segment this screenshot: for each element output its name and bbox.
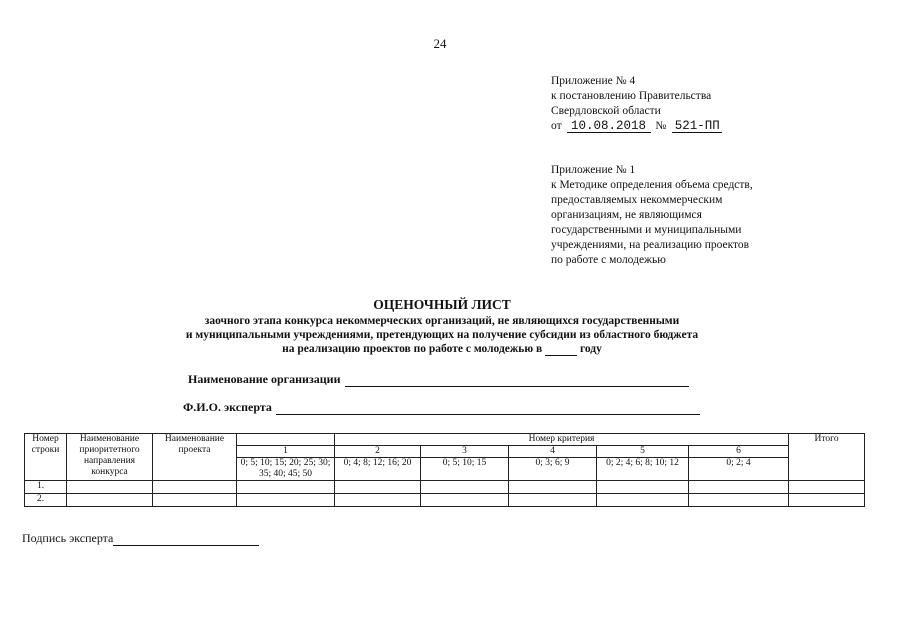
- resolution-number: 521-ПП: [672, 120, 722, 133]
- criterion-number: 3: [421, 446, 509, 458]
- criterion-number: 6: [689, 446, 789, 458]
- appendix-1-line: Приложение № 1: [551, 164, 636, 176]
- row-number-cell: 1.: [25, 481, 67, 494]
- criterion-scores: 0; 5; 10; 15: [421, 458, 509, 481]
- header-spacer: [237, 434, 335, 446]
- table-cell[interactable]: [509, 481, 597, 494]
- expert-field: [183, 400, 700, 415]
- expert-label: Ф.И.О. эксперта: [183, 400, 272, 414]
- appendix-4-block: [551, 74, 722, 134]
- appendix-4-line: к постановлению Правительства: [551, 90, 712, 102]
- signature-line[interactable]: [113, 534, 259, 546]
- table-cell[interactable]: [789, 481, 865, 494]
- appendix-4-line: Свердловской области: [551, 105, 661, 117]
- header-criterion-number: Номер критерия: [335, 434, 789, 446]
- table-cell[interactable]: [421, 481, 509, 494]
- criterion-scores: 0; 4; 8; 12; 16; 20: [335, 458, 421, 481]
- header-row-number: Номер строки: [25, 434, 67, 481]
- criterion-number: 1: [237, 446, 335, 458]
- table-cell[interactable]: [597, 481, 689, 494]
- table-cell[interactable]: [67, 481, 153, 494]
- table-cell[interactable]: [689, 494, 789, 507]
- table-row: [25, 494, 865, 507]
- subtitle-text: на реализацию проектов по работе с молодежью в: [282, 343, 543, 355]
- header-priority-direction: Наименование приоритетного направления конкурса: [67, 434, 153, 481]
- table-cell[interactable]: [335, 481, 421, 494]
- resolution-date: 10.08.2018: [567, 120, 651, 133]
- document-subtitle: [0, 314, 884, 356]
- appendix-1-line: по работе с молодежью: [551, 254, 666, 266]
- table-row: [25, 481, 865, 494]
- table-cell[interactable]: [789, 494, 865, 507]
- row-number-cell: 2.: [25, 494, 67, 507]
- table-cell[interactable]: [689, 481, 789, 494]
- appendix-1-line: учреждениями, на реализацию проектов: [551, 239, 750, 251]
- table-cell[interactable]: [597, 494, 689, 507]
- number-prefix: №: [655, 120, 667, 132]
- date-prefix: от: [551, 120, 562, 132]
- table-cell[interactable]: [237, 494, 335, 507]
- subtitle-line: [0, 342, 884, 356]
- criterion-scores: 0; 5; 10; 15; 20; 25; 30; 35; 40; 45; 50: [237, 458, 335, 481]
- subtitle-line: и муниципальными учреждениями, претендующих на получение субсидии из областного бюджета: [185, 329, 699, 341]
- table-cell[interactable]: [237, 481, 335, 494]
- appendix-1-block: [551, 163, 753, 268]
- appendix-1-line: к Методике определения объема средств,: [551, 179, 753, 191]
- signature-label: Подпись эксперта: [22, 531, 114, 545]
- appendix-1-line: государственными и муниципальными: [551, 224, 742, 236]
- table-cell[interactable]: [153, 494, 237, 507]
- page-number: 24: [433, 36, 447, 51]
- criterion-scores: 0; 3; 6; 9: [509, 458, 597, 481]
- appendix-1-line: предоставляемых некоммерческим: [551, 194, 723, 206]
- subtitle-text: году: [579, 343, 602, 355]
- expert-input-line[interactable]: [276, 402, 700, 415]
- subtitle-line: заочного этапа конкурса некоммерческих организаций, не являющихся государственными: [204, 315, 680, 327]
- table-cell[interactable]: [153, 481, 237, 494]
- appendix-1-line: организациям, не являющимся: [551, 209, 702, 221]
- criterion-number: 4: [509, 446, 597, 458]
- signature-field: [22, 531, 259, 546]
- criterion-number: 5: [597, 446, 689, 458]
- header-total: Итого: [789, 434, 865, 481]
- table-header-row: [25, 434, 865, 446]
- appendix-4-line: Приложение № 4: [551, 75, 636, 87]
- criterion-scores: 0; 2; 4; 6; 8; 10; 12: [597, 458, 689, 481]
- header-project-name: Наименование проекта: [153, 434, 237, 481]
- table-cell[interactable]: [67, 494, 153, 507]
- table-cell[interactable]: [421, 494, 509, 507]
- year-blank[interactable]: [545, 344, 577, 356]
- organization-label: Наименование организации: [188, 372, 341, 386]
- table-cell[interactable]: [335, 494, 421, 507]
- organization-input-line[interactable]: [345, 374, 689, 387]
- criterion-number: 2: [335, 446, 421, 458]
- table-cell[interactable]: [509, 494, 597, 507]
- organization-field: [188, 372, 689, 387]
- document-title: ОЦЕНОЧНЫЙ ЛИСТ: [373, 297, 511, 312]
- evaluation-table: [24, 433, 865, 507]
- appendix-4-date-line: [551, 119, 722, 134]
- criterion-scores: 0; 2; 4: [689, 458, 789, 481]
